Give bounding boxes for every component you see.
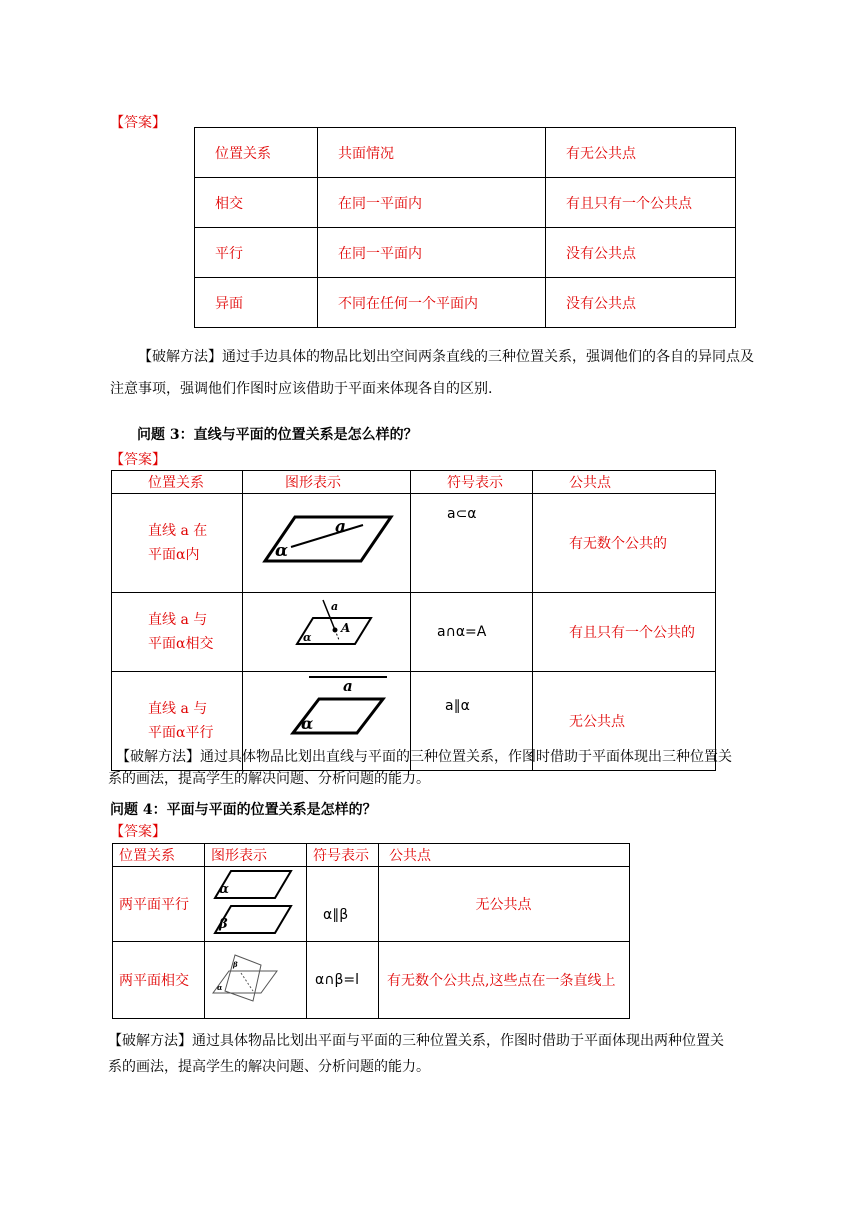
method-paragraph-1 [110, 344, 790, 402]
relation-cell: 两平面平行 [113, 867, 205, 942]
method-tag: 【破解方法】 [138, 349, 222, 365]
table-cell: 不同在任何一个平面内 [318, 278, 546, 328]
relation-line: 平面α平行 [148, 725, 214, 741]
table-row [112, 593, 716, 672]
table-row [112, 494, 716, 593]
relation-line: 直线 a 与 [148, 701, 208, 717]
table-header: 图形表示 [205, 844, 307, 867]
table-header: 位置关系 [112, 471, 243, 494]
table-cell: 在同一平面内 [318, 178, 546, 228]
parallel-planes-figure [205, 868, 305, 936]
common-cell: 有且只有一个公共的 [533, 593, 716, 672]
table-header: 符号表示 [411, 471, 533, 494]
answer-tag-2: 【答案】 [110, 452, 166, 468]
table-row [113, 942, 630, 1019]
table-header: 位置关系 [113, 844, 205, 867]
figure-label-beta: β [219, 917, 228, 932]
figure-cell [243, 593, 411, 672]
line-plane-table [111, 470, 716, 771]
figure-label-A: A [341, 621, 351, 635]
method-text: 通过具体物品比划出直线与平面的三种位置关系，作图时借助于平面体现出三种位置关 [200, 749, 732, 765]
table-header-row [112, 471, 716, 494]
figure-label-a: a [335, 517, 347, 537]
figure-label-alpha: α [275, 541, 289, 561]
table-cell: 异面 [195, 278, 318, 328]
line-intersects-plane-figure [243, 594, 409, 666]
table-cell: 共面情况 [318, 128, 546, 178]
method-paragraph-3 [108, 1028, 788, 1080]
figure-label-a: a [331, 600, 339, 613]
table-cell: 有且只有一个公共点 [546, 178, 736, 228]
relation-cell [112, 593, 243, 672]
intersecting-planes-figure [205, 943, 305, 1013]
table-cell: 没有公共点 [546, 228, 736, 278]
table-cell: 位置关系 [195, 128, 318, 178]
figure-label-alpha: α [301, 714, 314, 733]
figure-cell [205, 942, 307, 1019]
common-cell: 有无数个公共的 [533, 494, 716, 593]
table-cell: 相交 [195, 178, 318, 228]
answer-tag-3: 【答案】 [110, 824, 166, 840]
method-text: 通过具体物品比划出平面与平面的三种位置关系，作图时借助于平面体现出两种位置关 [192, 1033, 724, 1049]
relation-line: 直线 a 与 [148, 612, 208, 628]
symbol-cell: α∩β=l [307, 942, 379, 1019]
question-4-title: 问题 4：平面与平面的位置关系是怎样的？ [110, 802, 377, 818]
line-in-plane-figure [243, 495, 409, 587]
table-row [195, 128, 736, 178]
table-cell: 没有公共点 [546, 278, 736, 328]
table-cell: 有无公共点 [546, 128, 736, 178]
method-text: 系的画法，提高学生的解决问题、分析问题的能力。 [108, 771, 430, 787]
table-cell: 在同一平面内 [318, 228, 546, 278]
table-header: 符号表示 [307, 844, 379, 867]
relation-cell [112, 494, 243, 593]
symbol-cell: a∥α [411, 672, 533, 771]
symbol-cell: a∩α=A [411, 593, 533, 672]
table-row [113, 867, 630, 942]
common-cell: 有无数个公共点,这些点在一条直线上 [379, 942, 630, 1019]
table-row [195, 228, 736, 278]
figure-cell [243, 494, 411, 593]
relation-line: 平面α相交 [148, 636, 214, 652]
figure-cell [205, 867, 307, 942]
method-tag: 【破解方法】 [116, 749, 200, 765]
question-3-title: 问题 3：直线与平面的位置关系是怎么样的？ [137, 427, 418, 443]
method-text: 注意事项，强调他们作图时应该借助于平面来体现各自的区别. [110, 381, 493, 397]
figure-label-alpha: α [303, 631, 312, 644]
table-header: 图形表示 [243, 471, 411, 494]
method-text: 系的画法，提高学生的解决问题、分析问题的能力。 [108, 1059, 430, 1075]
table-row [195, 178, 736, 228]
table-header: 公共点 [379, 844, 630, 867]
relation-line: 直线 a 在 [148, 523, 208, 539]
figure-label-alpha: α [217, 983, 223, 992]
line-relations-table [194, 127, 736, 328]
common-cell: 无公共点 [379, 867, 630, 942]
symbol-cell: α∥β [307, 867, 379, 942]
common-cell: 无公共点 [533, 672, 716, 771]
table-row [195, 278, 736, 328]
method-paragraph-2 [108, 746, 788, 790]
method-text: 通过手边具体的物品比划出空间两条直线的三种位置关系，强调他们的各自的异同点及 [222, 349, 754, 365]
plane-plane-table [112, 843, 630, 1019]
table-header-row [113, 844, 630, 867]
answer-tag-1: 【答案】 [110, 115, 166, 131]
method-tag: 【破解方法】 [108, 1033, 192, 1049]
table-cell: 平行 [195, 228, 318, 278]
figure-label-beta: β [233, 960, 238, 969]
relation-line: 平面α内 [148, 547, 200, 563]
figure-label-a: a [343, 677, 353, 695]
figure-label-alpha: α [219, 882, 230, 897]
table-header: 公共点 [533, 471, 716, 494]
relation-cell: 两平面相交 [113, 942, 205, 1019]
symbol-cell: a⊂α [411, 494, 533, 593]
